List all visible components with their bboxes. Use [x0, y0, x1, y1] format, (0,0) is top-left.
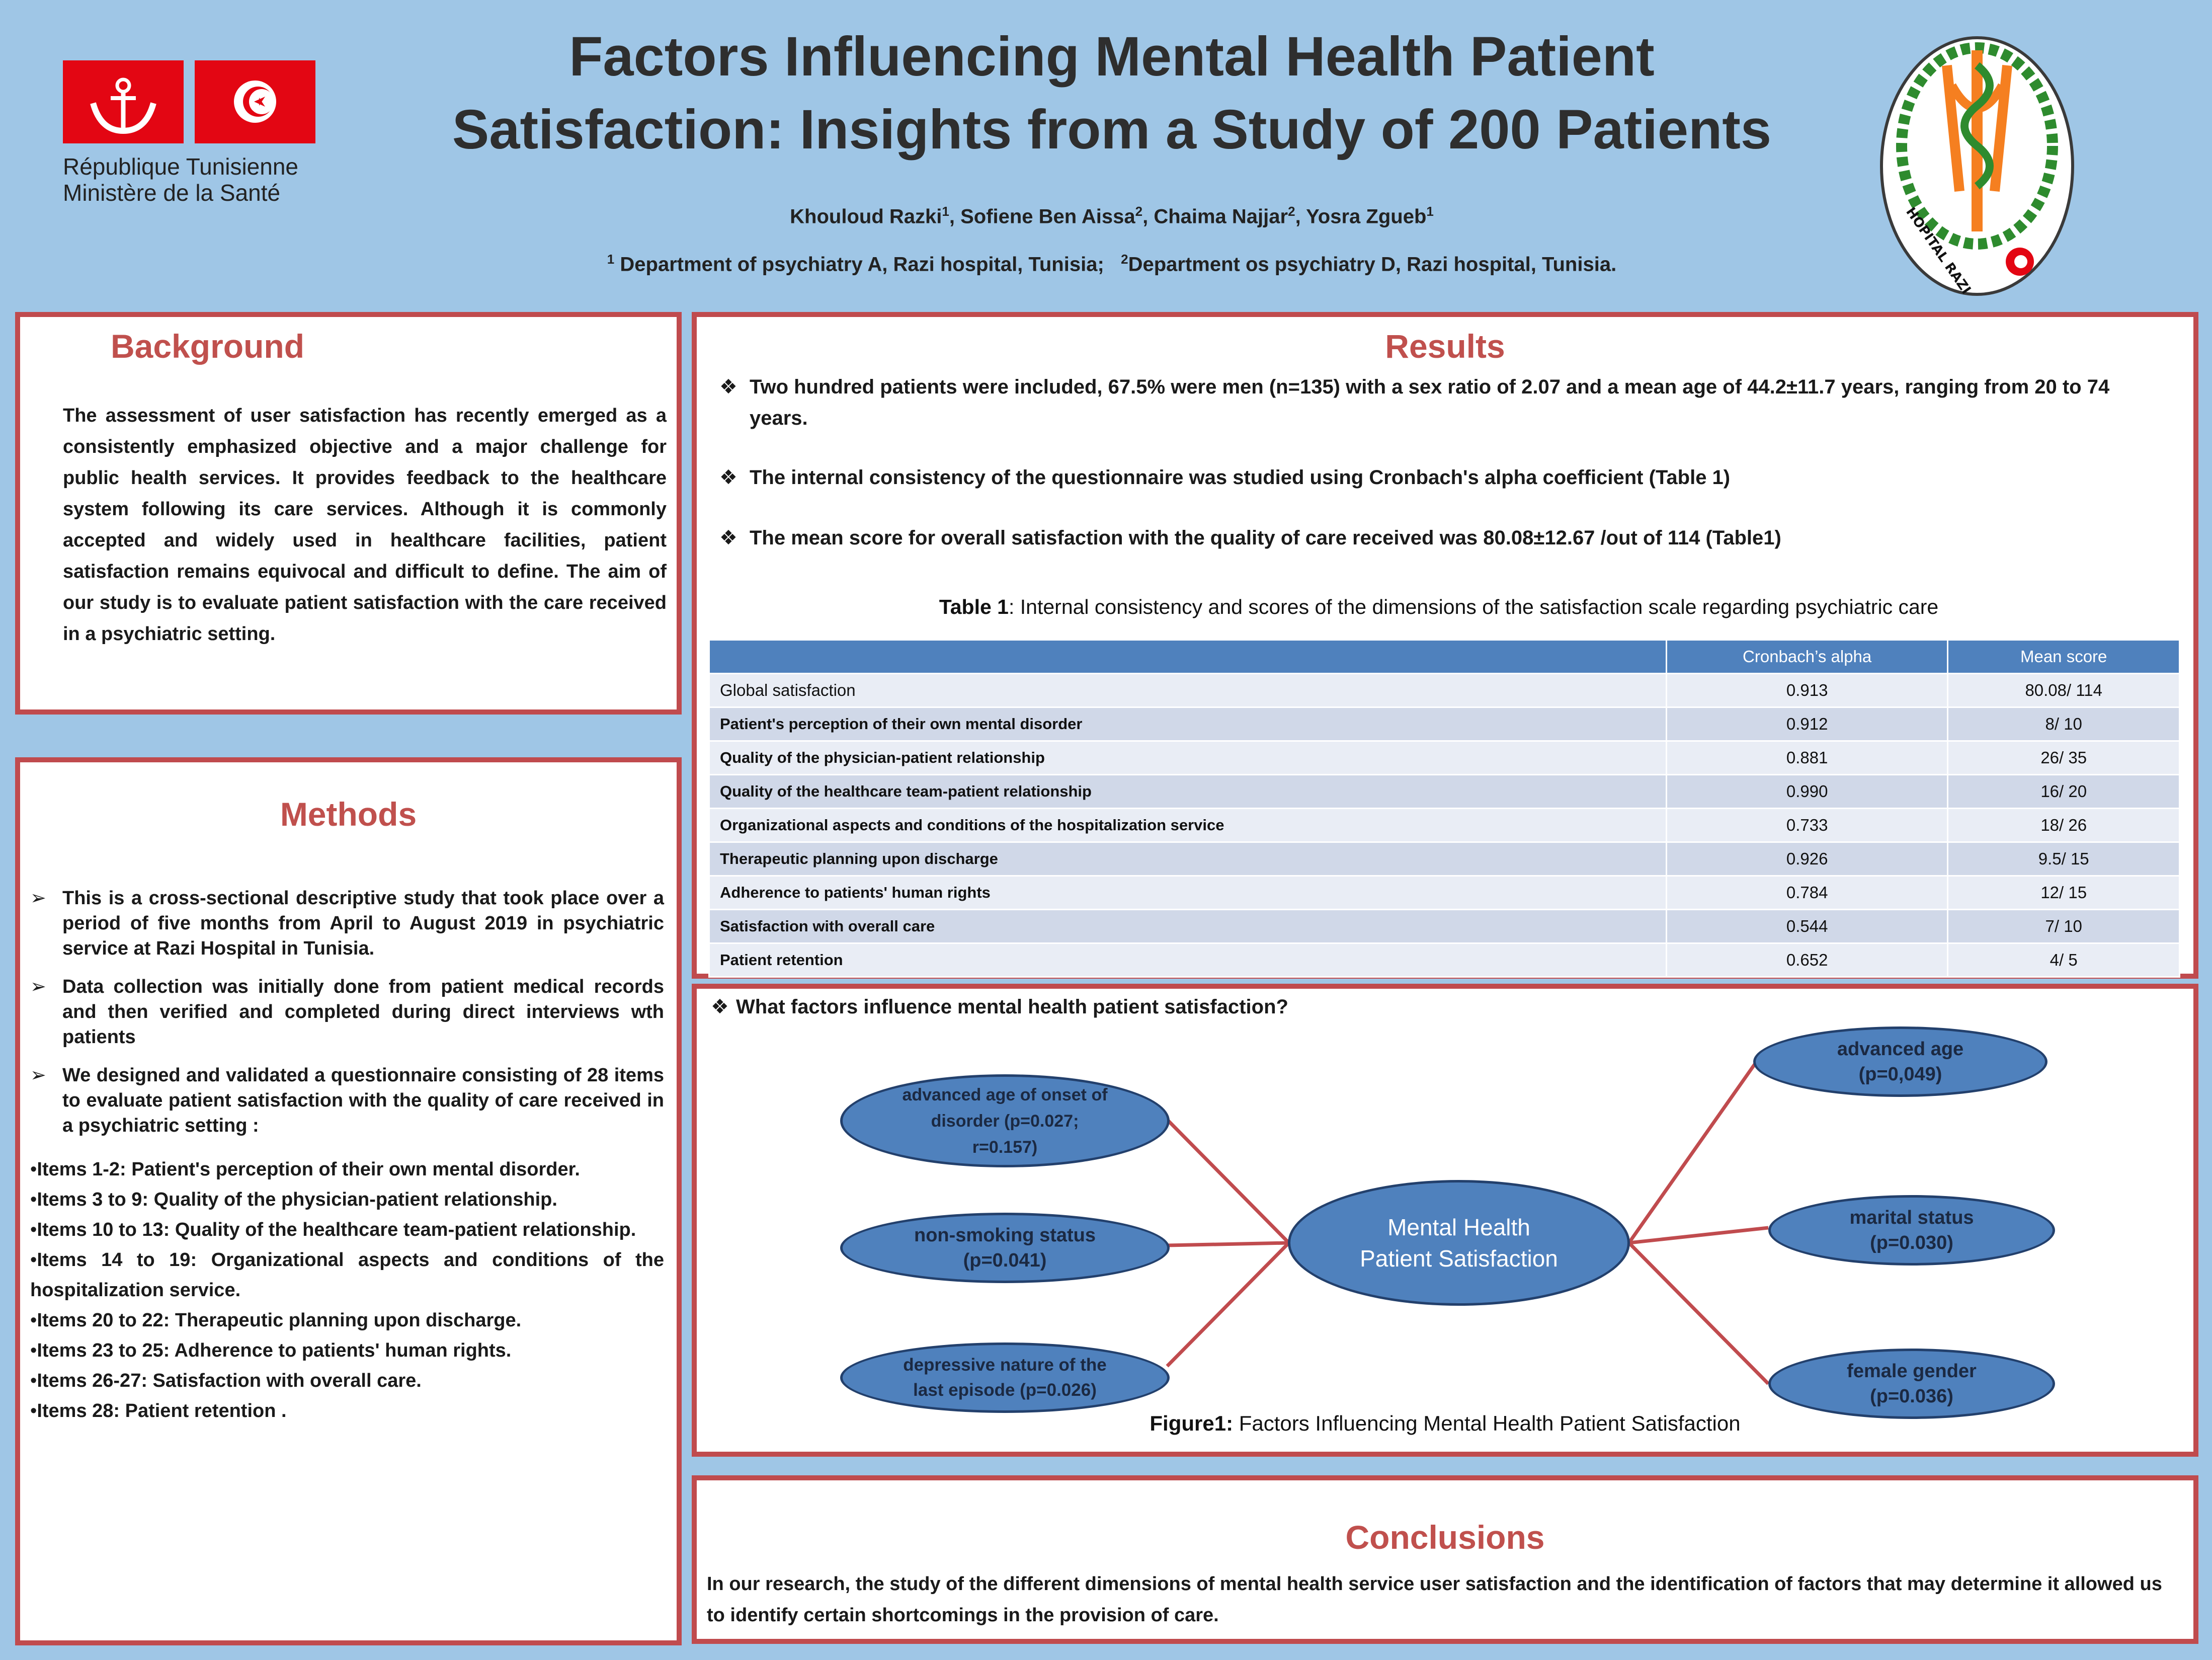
item-label: Items 26-27: — [37, 1370, 147, 1391]
table-row — [709, 707, 2180, 741]
table-cell: 16/ 20 — [1948, 775, 2180, 809]
table-cell: 9.5/ 15 — [1948, 842, 2180, 876]
table-cell: Therapeutic planning upon discharge — [709, 842, 1667, 876]
author-name: Chaima Najjar — [1154, 205, 1288, 228]
methods-bullet-text: We designed and validated a questionnaire consisting of 28 items to evaluate patient satisfaction with the quality of care received in a psychiatric setting : — [62, 1065, 664, 1136]
diamond-bullet-icon: ❖ — [719, 376, 738, 398]
item-entry: •Items 20 to 22: Therapeutic planning upon discharge. — [30, 1310, 522, 1331]
poster-title — [352, 20, 1871, 166]
node-line: (p=0.030) — [1870, 1232, 1953, 1253]
background-panel — [15, 312, 682, 715]
node-line: disorder (p=0.027; — [931, 1111, 1079, 1131]
affil-sup: 1 — [607, 252, 615, 267]
table-cell: 12/ 15 — [1948, 876, 2180, 910]
item-label: Items 10 to 13: — [37, 1219, 170, 1240]
arrow-bullet-icon: ➢ — [30, 1065, 46, 1086]
table-row — [709, 943, 2180, 977]
item-label: Items 3 to 9: — [37, 1189, 149, 1210]
conclusions-panel — [692, 1475, 2198, 1644]
node-line: marital status — [1849, 1207, 1974, 1228]
center-node-line: Patient Satisfaction — [1360, 1245, 1558, 1272]
table-cell: 0.926 — [1666, 842, 1948, 876]
table-cell: 0.990 — [1666, 775, 1948, 809]
table-header-cell: Mean score — [1948, 640, 2180, 674]
conclusions-text: In our research, the study of the different dimensions of mental health service user satisfaction and the identification of factors that may determine it allowed us to identify certain shortcomings in the provision of care. — [707, 1573, 2162, 1626]
diamond-bullet-icon: ❖ — [719, 466, 738, 489]
table-caption-label: Table 1 — [939, 595, 1009, 618]
node-line: advanced age — [1837, 1039, 1964, 1060]
table-cell: 0.784 — [1666, 876, 1948, 910]
author-sup: 1 — [942, 204, 949, 219]
center-node-line: Mental Health — [1387, 1214, 1530, 1240]
item-entry: •Items 3 to 9: Quality of the physician-patient relationship. — [30, 1189, 557, 1210]
table-caption-text: : Internal consistency and scores of the dimensions of the satisfaction scale regarding psychiatric care — [1009, 595, 1939, 618]
node-line: non-smoking status — [914, 1225, 1096, 1246]
results-bullet-text: Two hundred patients were included, 67.5% were men (n=135) with a sex ratio of 2.07 and a mean age of 44.2±11.7 years, ranging from 20 to 74 years. — [750, 376, 2110, 429]
methods-bullet — [30, 1063, 664, 1138]
methods-body — [30, 886, 664, 1426]
item-entry: •Items 28: Patient retention . — [30, 1400, 287, 1421]
results-heading: Results — [1385, 328, 1505, 365]
figure-caption-label: Figure1: — [1150, 1411, 1234, 1435]
figure-caption-text: Factors Influencing Mental Health Patient Satisfaction — [1233, 1411, 1741, 1435]
node-line: (p=0,049) — [1858, 1064, 1942, 1085]
arrow-bullet-icon: ➢ — [30, 976, 46, 997]
item-text: Patient's perception of their own mental disorder. — [126, 1159, 580, 1180]
table-cell: Patient's perception of their own mental disorder — [709, 707, 1667, 741]
author-sup: 2 — [1288, 204, 1295, 219]
table-cell: 0.733 — [1666, 809, 1948, 842]
results-table — [708, 639, 2180, 978]
item-label: Items 23 to 25: — [37, 1340, 170, 1361]
connector-line — [1167, 1243, 1289, 1245]
node-line: advanced age of onset of — [902, 1085, 1108, 1104]
methods-panel — [15, 757, 682, 1645]
item-text: Quality of the healthcare team-patient relationship. — [170, 1219, 636, 1240]
center-node — [1288, 1180, 1630, 1306]
table-cell: Organizational aspects and conditions of the hospitalization service — [709, 809, 1667, 842]
results-bullet — [719, 371, 2138, 434]
item-label: Items 14 to 19: — [37, 1249, 197, 1271]
item-label: Items 28: — [37, 1400, 120, 1421]
item-entry: •Items 10 to 13: Quality of the healthcare team-patient relationship. — [30, 1219, 636, 1240]
connector-line — [1167, 1243, 1289, 1366]
item-entry: •Items 1-2: Patient's perception of their own mental disorder. — [30, 1159, 580, 1180]
table-cell: 7/ 10 — [1948, 910, 2180, 943]
table-caption — [709, 595, 2168, 619]
affiliation-1: Department of psychiatry A, Razi hospital, Tunisia; — [620, 253, 1104, 276]
node-line: depressive nature of the — [903, 1355, 1107, 1375]
item-label: Items 1-2: — [37, 1159, 126, 1180]
node-line: last episode (p=0.026) — [913, 1380, 1097, 1400]
background-heading: Background — [110, 328, 305, 365]
table-cell: 80.08/ 114 — [1948, 674, 2180, 707]
ministry-line2: Ministère de la Santé — [63, 180, 281, 206]
connector-line — [1629, 1059, 1758, 1243]
connector-line — [1167, 1120, 1289, 1243]
results-bullet — [719, 522, 2138, 554]
item-text: Satisfaction with overall care. — [147, 1370, 422, 1391]
table-row — [709, 674, 2180, 707]
methods-bullet — [30, 974, 664, 1050]
item-entry: •Items 14 to 19: Organizational aspects and conditions of the hospitalization service. — [30, 1249, 665, 1301]
ministry-text — [63, 153, 298, 206]
table-row — [709, 775, 2180, 809]
hospital-razi-logo — [1871, 20, 2083, 304]
ministry-logo-flag — [63, 60, 184, 143]
factor-node-right — [1768, 1195, 2055, 1266]
table-row — [709, 741, 2180, 775]
background-text: The assessment of user satisfaction has recently emerged as a consistently emphasized objective and a major challenge for public health services. It provides feedback to the healthcare system following its care services. Although it is commonly accepted and widely used in healthcare facilities, patient satisfaction remains equivocal and difficult to define. The aim of our study is to evaluate patient satisfaction with the care received in a psychiatric setting. — [63, 405, 667, 645]
table-row — [709, 809, 2180, 842]
table-cell: 4/ 5 — [1948, 943, 2180, 977]
results-bullet-text: The mean score for overall satisfaction with the quality of care received was 80.08±12.67 /out of 114 (Table1) — [750, 527, 1781, 549]
title-line1: Factors Influencing Mental Health Patient — [569, 26, 1655, 88]
node-line: (p=0.041) — [963, 1250, 1047, 1271]
item-text: Adherence to patients' human rights. — [170, 1340, 512, 1361]
factors-question-text: What factors influence mental health patient satisfaction? — [736, 996, 1288, 1018]
table-header-row — [709, 640, 2180, 674]
table-cell: 0.544 — [1666, 910, 1948, 943]
table-cell: 26/ 35 — [1948, 741, 2180, 775]
table-cell: 0.652 — [1666, 943, 1948, 977]
author-sup: 1 — [1426, 204, 1434, 219]
table-cell: 0.881 — [1666, 741, 1948, 775]
author-name: Sofiene Ben Aissa — [960, 205, 1135, 228]
methods-bullet-text: Data collection was initially done from patient medical records and then verified and completed during direct interviews wth patients — [62, 976, 664, 1048]
title-line2: Satisfaction: Insights from a Study of 200 Patients — [452, 99, 1772, 161]
table-cell: Quality of the physician-patient relationship — [709, 741, 1667, 775]
table-header-cell — [709, 640, 1667, 674]
authors: Khouloud Razki$^1$, Sofiene Ben Aissa$^2$, Chaima Najjar$^2$, Yosra Zgueb$^1$ — [790, 204, 1434, 228]
factor-node-left — [840, 1342, 1170, 1413]
item-entry: •Items 23 to 25: Adherence to patients' human rights. — [30, 1340, 512, 1361]
tunisia-flag — [195, 60, 315, 143]
arrow-bullet-icon: ➢ — [30, 888, 46, 909]
table-cell: Global satisfaction — [709, 674, 1667, 707]
table-cell: 18/ 26 — [1948, 809, 2180, 842]
factor-node-left — [840, 1074, 1170, 1167]
table-header-cell: Cronbach’s alpha — [1666, 640, 1948, 674]
affil-sup: 2 — [1121, 252, 1128, 267]
diamond-bullet-icon: ❖ — [711, 996, 729, 1018]
diamond-bullet-icon: ❖ — [719, 527, 738, 549]
node-line: (p=0.036) — [1870, 1386, 1953, 1407]
factor-node-left — [840, 1213, 1170, 1283]
node-line: r=0.157) — [972, 1137, 1038, 1157]
affiliations — [352, 252, 1871, 276]
table-cell: Satisfaction with overall care — [709, 910, 1667, 943]
item-text: Patient retention . — [120, 1400, 287, 1421]
author-name: Yosra Zgueb — [1306, 205, 1427, 228]
factor-node-right — [1753, 1026, 2047, 1097]
item-text: Therapeutic planning upon discharge. — [170, 1310, 522, 1331]
node-line: female gender — [1847, 1361, 1977, 1382]
table-cell: Patient retention — [709, 943, 1667, 977]
author-sup: 2 — [1135, 204, 1143, 219]
item-text: Organizational aspects and conditions of the hospitalization service. — [30, 1249, 665, 1301]
connector-line — [1629, 1228, 1768, 1243]
methods-heading: Methods — [280, 796, 417, 833]
item-label: Items 20 to 22: — [37, 1310, 170, 1331]
results-bullet-text: The internal consistency of the questionnaire was studied using Cronbach's alpha coefficient (Table 1) — [750, 466, 1731, 489]
conclusions-heading: Conclusions — [1345, 1519, 1545, 1556]
table-row — [709, 876, 2180, 910]
affiliation-2: Department os psychiatry D, Razi hospital, Tunisia. — [1128, 253, 1617, 276]
methods-bullet — [30, 886, 664, 961]
table-row — [709, 910, 2180, 943]
results-bullet — [719, 462, 2138, 493]
ministry-line1: République Tunisienne — [63, 153, 299, 180]
methods-bullet-text: This is a cross-sectional descriptive study that took place over a period of five months from April to August 2019 in psychiatric service at Razi Hospital in Tunisia. — [62, 888, 664, 959]
table-cell: 8/ 10 — [1948, 707, 2180, 741]
item-entry: •Items 26-27: Satisfaction with overall care. — [30, 1370, 422, 1391]
connector-line — [1629, 1243, 1768, 1384]
items-list — [30, 1154, 664, 1426]
figure-caption — [692, 1411, 2198, 1436]
factor-node-right — [1768, 1349, 2055, 1419]
table-row — [709, 842, 2180, 876]
table-cell: 0.913 — [1666, 674, 1948, 707]
table-cell: Quality of the healthcare team-patient relationship — [709, 775, 1667, 809]
author-name: Khouloud Razki — [790, 205, 942, 228]
hospital-logo-text: HOPITAL RAZI — [1903, 204, 1974, 297]
table-cell: Adherence to patients' human rights — [709, 876, 1667, 910]
table-cell: 0.912 — [1666, 707, 1948, 741]
item-text: Quality of the physician-patient relationship. — [148, 1189, 557, 1210]
